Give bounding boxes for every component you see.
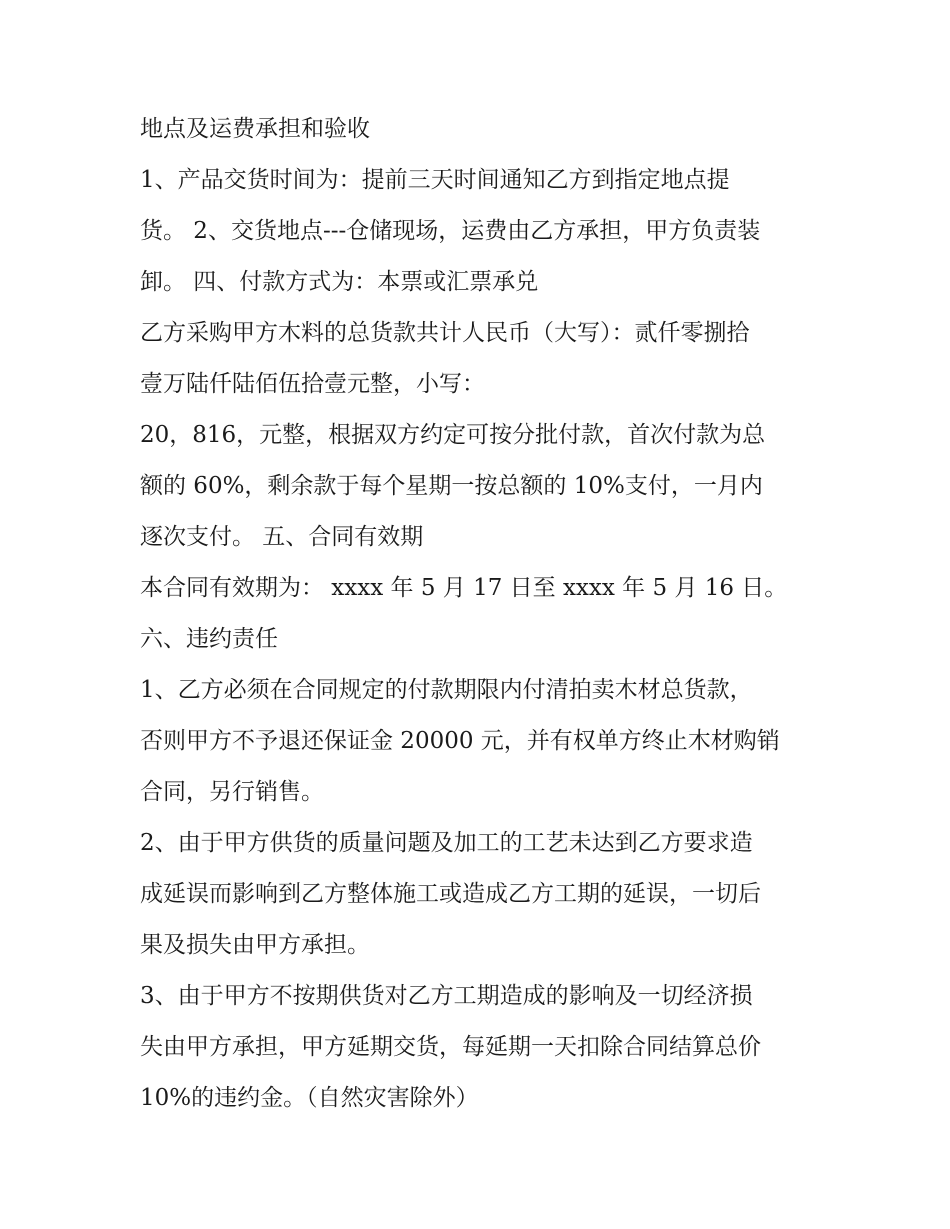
text-line: 六、违约责任 bbox=[140, 626, 278, 652]
text-line: 2、由于甲方供货的质量问题及加工的工艺未达到乙方要求造 bbox=[140, 830, 753, 856]
text-line: 10%的违约金。（自然灾害除外） bbox=[140, 1085, 479, 1111]
text-line: 卸。 四、付款方式为：本票或汇票承兑 bbox=[140, 269, 539, 295]
text-line: 乙方采购甲方木料的总货款共计人民币（大写）：贰仟零捌拾 bbox=[140, 320, 750, 346]
text-line: 额的 60%，剩余款于每个星期一按总额的 10%支付，一月内 bbox=[140, 473, 763, 499]
text-line: 1、乙方必须在合同规定的付款期限内付清拍卖木材总货款， bbox=[140, 677, 753, 703]
text-line: 失由甲方承担，甲方延期交货，每延期一天扣除合同结算总价 bbox=[140, 1034, 761, 1060]
text-line: 壹万陆仟陆佰伍拾壹元整，小写： bbox=[140, 371, 485, 397]
text-line: 20，816，元整，根据双方约定可按分批付款，首次付款为总 bbox=[140, 422, 766, 448]
text-line: 1、产品交货时间为：提前三天时间通知乙方到指定地点提 bbox=[140, 167, 730, 193]
text-line: 合同，另行销售。 bbox=[140, 779, 324, 805]
text-line: 果及损失由甲方承担。 bbox=[140, 932, 370, 958]
text-line: 3、由于甲方不按期供货对乙方工期造成的影响及一切经济损 bbox=[140, 983, 753, 1009]
text-line: 地点及运费承担和验收 bbox=[140, 116, 370, 142]
contract-text bbox=[140, 104, 830, 1124]
text-line: 货。 2、交货地点---仓储现场，运费由乙方承担，甲方负责装 bbox=[140, 218, 761, 244]
text-line: 成延误而影响到乙方整体施工或造成乙方工期的延误，一切后 bbox=[140, 881, 761, 907]
text-line: 逐次支付。 五、合同有效期 bbox=[140, 524, 424, 550]
text-line: 本合同有效期为： xxxx 年 5 月 17 日至 xxxx 年 5 月 16 日。 bbox=[140, 575, 788, 601]
text-line: 否则甲方不予退还保证金 20000 元，并有权单方终止木材购销 bbox=[140, 728, 780, 754]
